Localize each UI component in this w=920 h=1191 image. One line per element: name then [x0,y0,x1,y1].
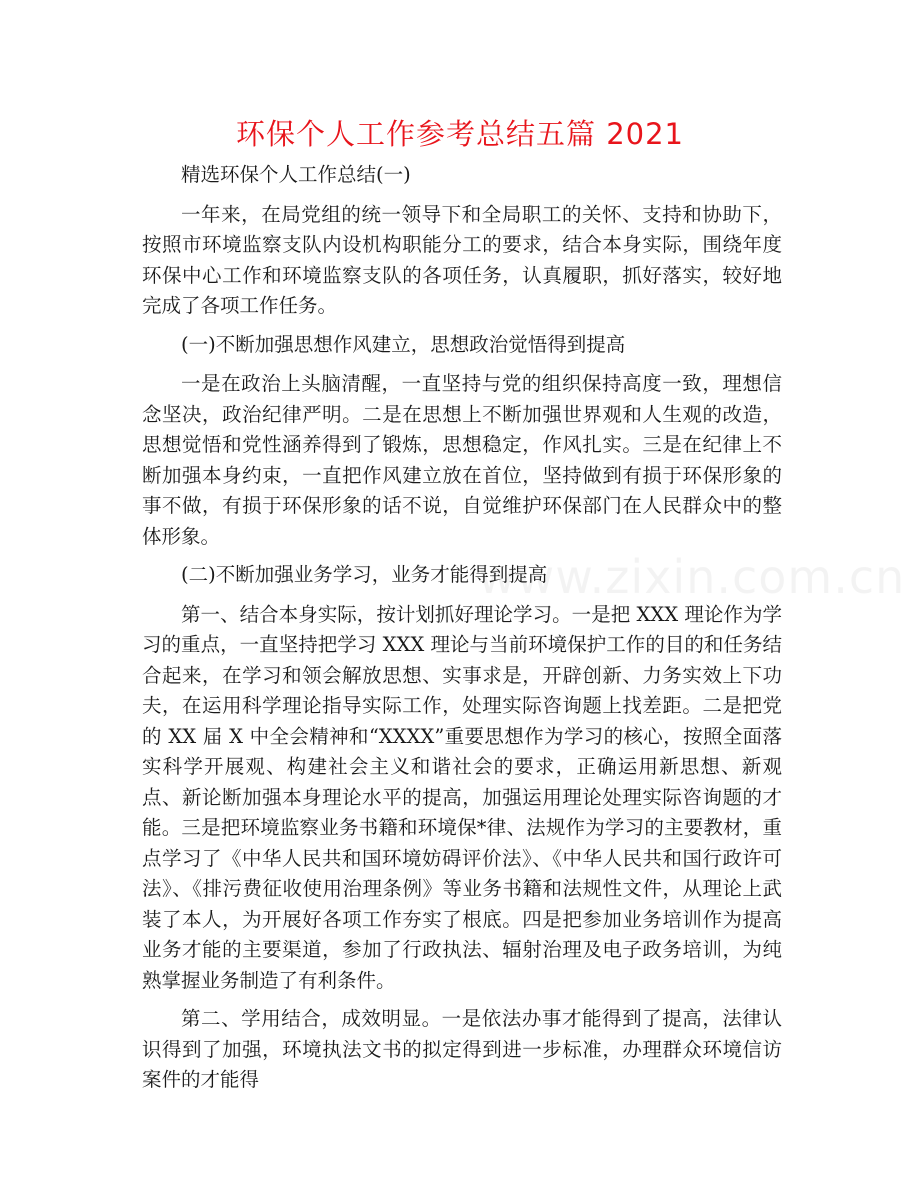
document-title: 环保个人工作参考总结五篇 2021 [235,117,685,151]
section-heading: (一)不断加强思想作风建立，思想政治觉悟得到提高 [181,332,626,356]
paragraph: 一年来，在局党组的统一领导下和全局职工的关怀、支持和协助下，按照市环境监察支队内设机构职能分工的要求，结合本身实际，围绕年度环保中心工作和环境监察支队的各项任务，认真履职，抓好落实，较好地完成了各项工作任务。 [142,202,782,317]
section-heading: 精选环保个人工作总结(一) [181,163,411,186]
document-body [142,160,782,1104]
paragraph: 第二、学用结合，成效明显。一是依法办事才能得到了提高，法律认识得到了加强，环境执法文书的拟定得到进一步标准，办理群众环境信访案件的才能得 [142,1007,782,1091]
section-heading: (二)不断加强业务学习，业务才能得到提高 [181,563,548,586]
paragraph: 第一、结合本身实际，按计划抓好理论学习。一是把 XXX 理论作为学习的重点，一直坚持把学习 XXX 理论与当前环境保护工作的目的和任务结合起来，在学习和领会解放思想、实事求是，开辟创新、力务实效上下功夫，在运用科学理论指导实际工作，处理实际咨询题上找差距。二是把党的 XX 届 X 中全会精神和“XXXX”重要思想作为学习的核心，按照全面落实科学开展观、构建社会主义和谐社会的要求，正确运用新思想、新观点、新论断加强本身理论水平的提高，加强运用理论处理实际咨询题的才能。三是把环境监察业务书籍和环境保*律、法规作为学习的主要教材，重点学习了《中华人民共和国环境妨碍评价法》、《中华人民共和国行政许可法》、《排污费征收使用治理条例》等业务书籍和法规性文件，从理论上武装了本人，为开展好各项工作夯实了根底。四是把参加业务培训作为提高业务才能的主要渠道，参加了行政执法、辐射治理及电子政务培训，为纯熟掌握业务制造了有利条件。 [142,602,782,992]
paragraph: 一是在政治上头脑清醒，一直坚持与党的组织保持高度一致，理想信念坚决，政治纪律严明。二是在思想上不断加强世界观和人生观的改造，思想觉悟和党性涵养得到了锻炼，思想稳定，作风扎实。三是在纪律上不断加强本身约束，一直把作风建立放在首位，坚持做到有损于环保形象的事不做，有损于环保形象的话不说，自觉维护环保部门在人民群众中的整体形象。 [142,372,782,548]
